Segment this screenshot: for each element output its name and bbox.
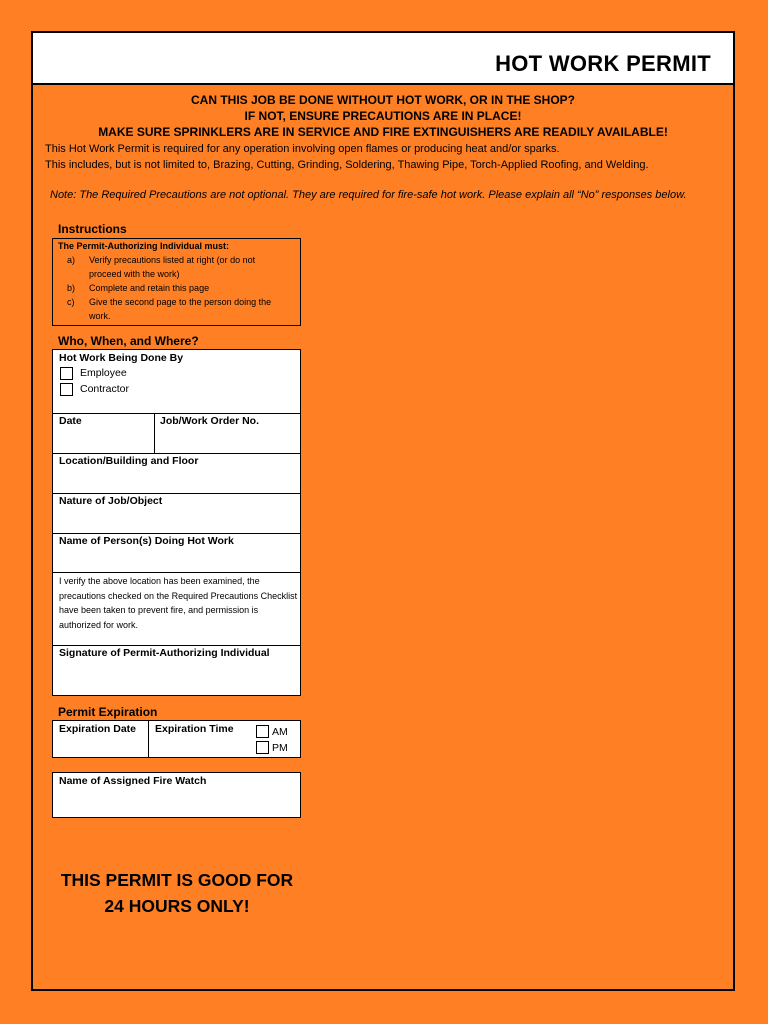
validity-line-1: THIS PERMIT IS GOOD FOR	[60, 870, 294, 890]
divider	[53, 572, 300, 573]
employee-label: Employee	[80, 367, 127, 379]
location-field[interactable]: Location/Building and Floor	[59, 455, 199, 467]
permit-expiration-label: Permit Expiration	[58, 705, 158, 719]
fire-watch-field[interactable]: Name of Assigned Fire Watch	[59, 775, 207, 787]
pm-label: PM	[272, 742, 288, 754]
expiration-date-field[interactable]: Expiration Date	[59, 723, 137, 735]
instruction-text: Give the second page to the person doing the work.	[89, 297, 272, 321]
instruction-marker: a)	[67, 255, 76, 265]
divider	[53, 533, 300, 534]
date-field[interactable]: Date	[59, 415, 82, 427]
who-when-where-label: Who, When, and Where?	[58, 334, 199, 348]
divider	[53, 493, 300, 494]
pm-checkbox[interactable]	[256, 741, 269, 754]
job-order-field[interactable]: Job/Work Order No.	[160, 415, 259, 427]
instruction-text: Verify precautions listed at right (or do not proceed with the work)	[89, 255, 256, 279]
header-line-1: CAN THIS JOB BE DONE WITHOUT HOT WORK, OR IN THE SHOP?	[191, 93, 575, 107]
page-title: HOT WORK PERMIT	[495, 51, 711, 76]
instructions-box	[52, 238, 301, 326]
expiration-time-field[interactable]: Expiration Time	[155, 723, 234, 735]
fire-watch-form	[52, 772, 301, 818]
am-label: AM	[272, 726, 288, 738]
persons-doing-hot-work-field[interactable]: Name of Person(s) Doing Hot Work	[59, 535, 234, 547]
instruction-marker: b)	[67, 283, 76, 293]
validity-notice	[52, 867, 302, 919]
hot-work-by-label: Hot Work Being Done By	[59, 352, 184, 364]
contractor-checkbox[interactable]	[60, 383, 73, 396]
verification-statement: I verify the above location has been examined, the precautions checked on the Required Precautions Checklist have been taken to prevent fire, and permission is authorized for work.	[59, 576, 298, 630]
nature-of-job-field[interactable]: Nature of Job/Object	[59, 495, 163, 507]
validity-line-2: 24 HOURS ONLY!	[104, 896, 250, 916]
title-bar	[33, 33, 733, 85]
instruction-marker: c)	[67, 297, 75, 307]
intro-line-2: This includes, but is not limited to, Brazing, Cutting, Grinding, Soldering, Thawing Pipe, Torch-Applied Roofing, and Welding.	[45, 159, 649, 171]
who-when-where-form	[52, 349, 301, 696]
divider	[53, 645, 300, 646]
contractor-label: Contractor	[80, 383, 130, 395]
signature-field[interactable]: Signature of Permit-Authorizing Individual	[59, 647, 270, 659]
instruction-text: Complete and retain this page	[89, 283, 210, 293]
intro-line-1: This Hot Work Permit is required for any operation involving open flames or producing heat and/or sparks.	[45, 143, 560, 155]
divider	[53, 453, 300, 454]
employee-checkbox[interactable]	[60, 367, 73, 380]
am-checkbox[interactable]	[256, 725, 269, 738]
header-line-3: MAKE SURE SPRINKLERS ARE IN SERVICE AND FIRE EXTINGUISHERS ARE READILY AVAILABLE!	[98, 125, 668, 139]
divider	[154, 413, 155, 453]
precautions-note: Note: The Required Precautions are not optional. They are required for fire-safe hot work. Please explain all “No” responses below.	[50, 189, 687, 201]
divider	[53, 413, 300, 414]
instructions-heading: The Permit-Authorizing Individual must:	[58, 241, 229, 251]
expiration-form	[52, 720, 301, 758]
divider	[148, 721, 149, 757]
header-line-2: IF NOT, ENSURE PRECAUTIONS ARE IN PLACE!	[244, 109, 522, 123]
instructions-label: Instructions	[58, 222, 127, 236]
